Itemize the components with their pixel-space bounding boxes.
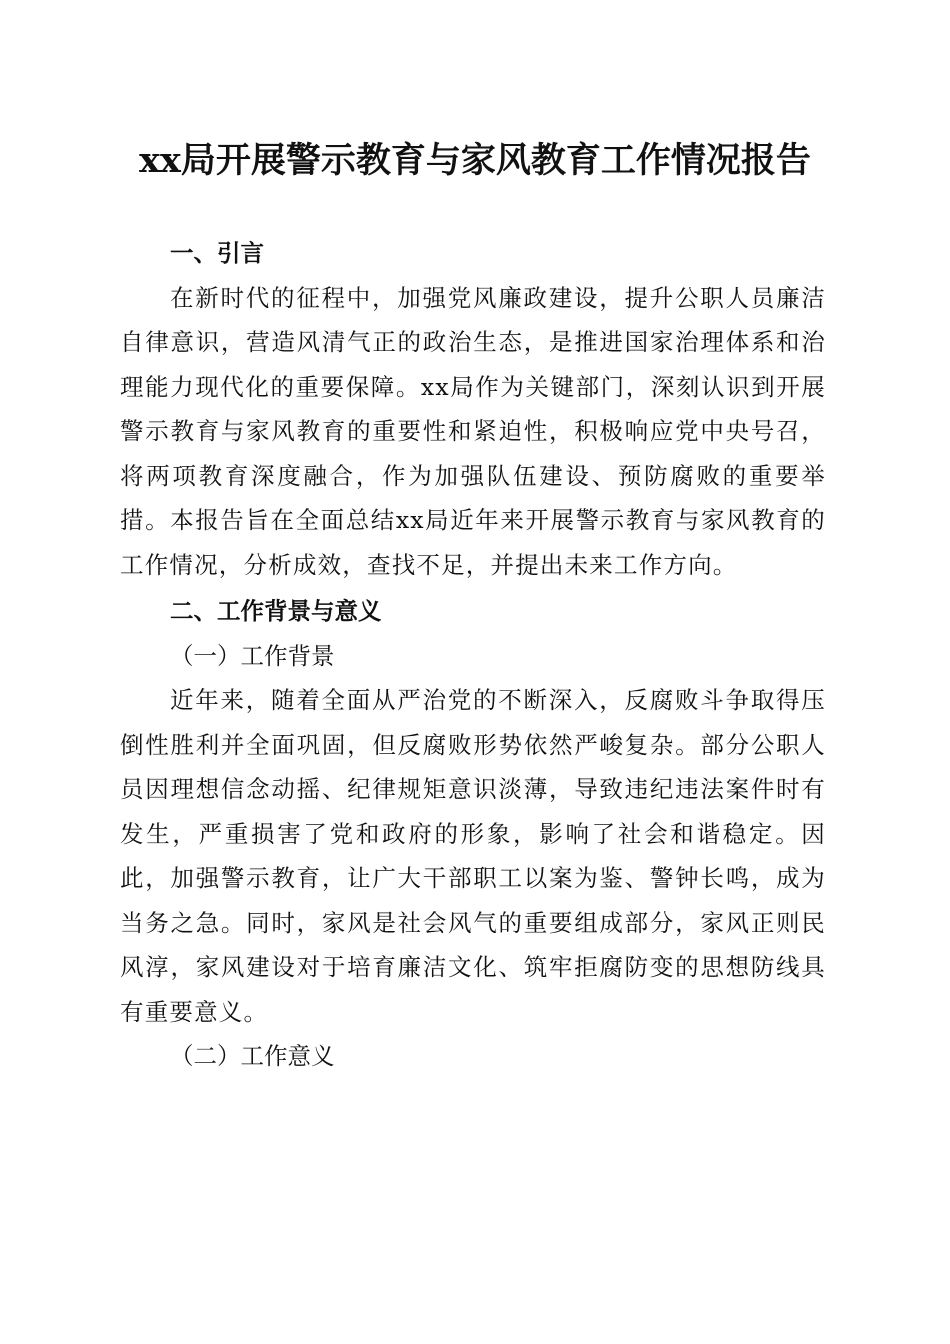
introduction-paragraph: 在新时代的征程中，加强党风廉政建设，提升公职人员廉洁自律意识，营造风清气正的政治生态，是推进国家治理体系和治理能力现代化的重要保障。xx局作为关键部门，深刻认识到开展警示教育与家风教育的重要性和紧迫性，积极响应党中央号召，将两项教育深度融合，作为加强队伍建设、预防腐败的重要举措。本报告旨在全面总结xx局近年来开展警示教育与家风教育的工作情况，分析成效，查找不足，并提出未来工作方向。 <box>120 283 826 579</box>
subsection-heading-work-background: （一）工作背景 <box>170 641 335 670</box>
subsection-heading-work-significance: （二）工作意义 <box>170 1042 335 1070</box>
document-title: xx局开展警示教育与家风教育工作情况报告 <box>139 140 811 181</box>
section-heading-introduction: 一、引言 <box>170 239 264 267</box>
section-heading-background-significance: 二、工作背景与意义 <box>170 597 382 625</box>
work-background-paragraph: 近年来，随着全面从严治党的不断深入，反腐败斗争取得压倒性胜利并全面巩固，但反腐败形势依然严峻复杂。部分公职人员因理想信念动摇、纪律规矩意识淡薄，导致违纪违法案件时有发生，严重损害了党和政府的形象，影响了社会和谐稳定。因此，加强警示教育，让广大干部职工以案为鉴、警钟长鸣，成为当务之急。同时，家风是社会风气的重要组成部分，家风正则民风淳，家风建设对于培育廉洁文化、筑牢拒腐防变的思想防线具有重要意义。 <box>120 686 826 1026</box>
document-body <box>120 231 826 1079</box>
